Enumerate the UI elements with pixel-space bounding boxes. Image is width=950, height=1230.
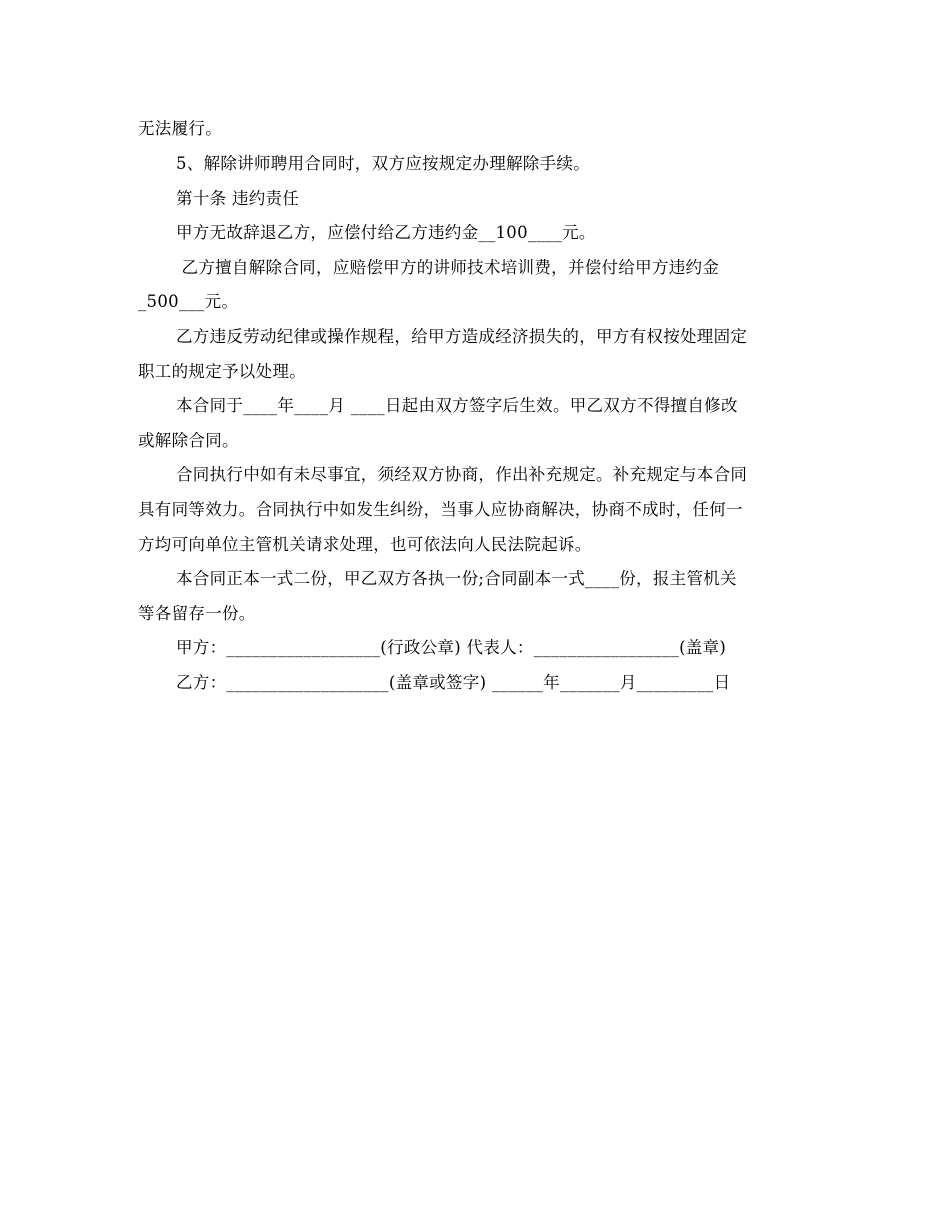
text-line: 本合同正本一式二份，甲乙双方各执一份;合同副本一式____份，报主管机关 bbox=[176, 569, 737, 588]
text-line: 甲方无故辞退乙方，应偿付给乙方违约金__100____元。 bbox=[176, 223, 596, 242]
text-line: 合同执行中如有未尽事宜，须经双方协商，作出补充规定。补充规定与本合同 bbox=[176, 465, 748, 484]
section-heading: 第十条 违约责任 bbox=[176, 189, 300, 208]
signature-line-party-a: 甲方：__________________(行政公章) 代表人：_________________(盖章) bbox=[176, 638, 727, 657]
text-line: 具有同等效力。合同执行中如发生纠纷，当事人应协商解决，协商不成时，任何一 bbox=[138, 500, 743, 519]
text-line: 等各留存一份。 bbox=[138, 604, 256, 623]
text-line: 方均可向单位主管机关请求处理，也可依法向人民法院起诉。 bbox=[138, 535, 592, 554]
signature-line-party-b: 乙方：___________________(盖章或签字) ______年_______月_________日 bbox=[176, 673, 731, 692]
text-line: 乙方违反劳动纪律或操作规程，给甲方造成经济损失的，甲方有权按处理固定 bbox=[176, 327, 748, 346]
text-line: 职工的规定予以处理。 bbox=[138, 362, 306, 381]
text-line: 本合同于____年____月 ____日起由双方签字后生效。甲乙双方不得擅自修改 bbox=[176, 396, 738, 415]
text-line: 乙方擅自解除合同，应赔偿甲方的讲师技术培训费，并偿付给甲方违约金 bbox=[176, 258, 720, 277]
text-line: _500___元。 bbox=[138, 292, 239, 311]
text-line: 无法履行。 bbox=[138, 119, 222, 138]
text-line: 5、解除讲师聘用合同时，双方应按规定办理解除手续。 bbox=[176, 154, 590, 173]
text-line: 或解除合同。 bbox=[138, 431, 239, 450]
